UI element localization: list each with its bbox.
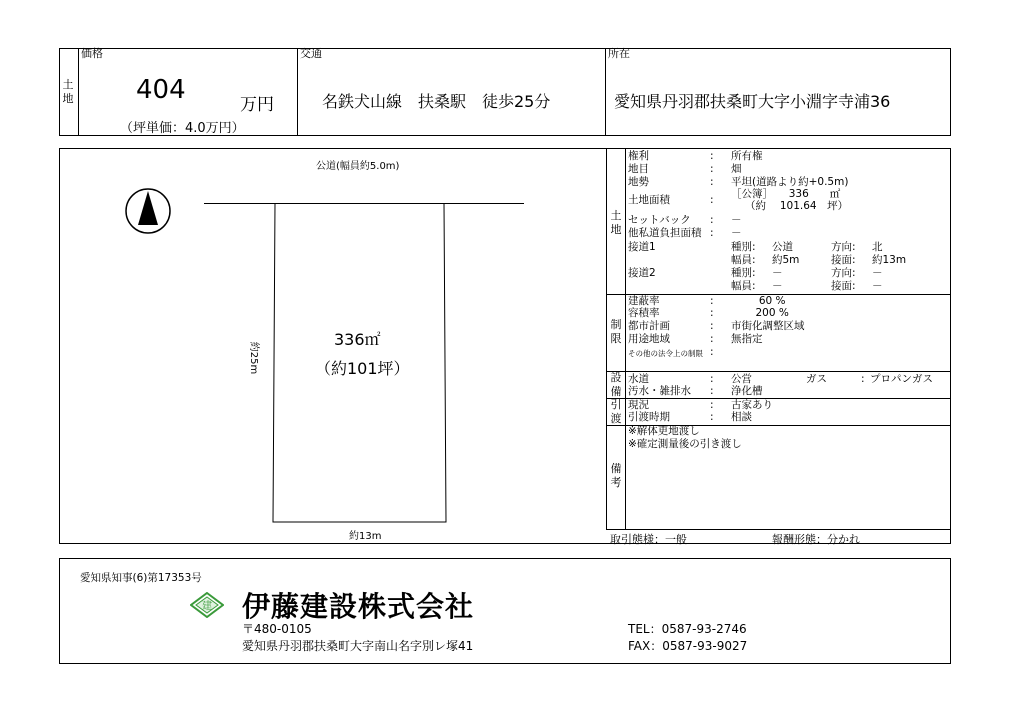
- company-address: 愛知県丹羽郡扶桑町大字南山名字別レ塚41: [242, 639, 474, 653]
- restriction-value: 60 %: [745, 295, 786, 307]
- restrictions-section-label: 制 限: [610, 318, 622, 345]
- access-label: 交通: [300, 47, 322, 60]
- road-2-label: 接道2: [628, 267, 656, 279]
- land-value: ［公簿］ 336 ㎡: [731, 188, 841, 200]
- land-section-label: 土 地: [610, 209, 622, 236]
- handover-row: 現況: [628, 399, 649, 411]
- road-1-label: 接道1: [628, 241, 656, 253]
- access-value: 名鉄犬山線 扶桑駅 徒歩25分: [322, 92, 551, 111]
- road-1-type: 公道: [772, 241, 793, 253]
- price-value: 404: [136, 75, 186, 105]
- remark-line: ※解体更地渡し: [628, 425, 700, 437]
- fee-type: 報酬形態：分かれ: [772, 533, 860, 546]
- company-name: 伊藤建設株式会社: [242, 590, 475, 623]
- land-row: セットバック: [628, 214, 691, 226]
- land-row: 地勢: [628, 176, 649, 188]
- restriction-value: 200 %: [745, 307, 789, 319]
- restriction-row: 都市計画: [628, 320, 670, 332]
- land-value: （約 101.64 坪）: [745, 200, 849, 212]
- lot-depth: 約25m: [248, 341, 260, 375]
- land-value: －: [731, 214, 742, 226]
- facility-value: 公営: [731, 373, 752, 385]
- land-value: 平坦(道路より約+0.5m): [731, 176, 849, 188]
- restriction-value: 市街化調整区域: [731, 320, 805, 332]
- restriction-row: 建蔽率: [628, 295, 660, 307]
- location-label: 所在: [608, 47, 630, 60]
- road-2-type: －: [772, 267, 783, 279]
- facility-value: プロパンガス: [870, 373, 933, 385]
- north-arrow-icon: [124, 187, 172, 235]
- company-logo-icon: [190, 592, 224, 618]
- land-row: 地目: [628, 163, 649, 175]
- remarks-section-label: 備 考: [610, 462, 622, 489]
- header-side-label: 土 地: [62, 78, 74, 105]
- handover-row: 引渡時期: [628, 411, 670, 423]
- land-value: 所有権: [731, 150, 763, 162]
- facility-value: 浄化槽: [731, 385, 763, 397]
- handover-value: 古家あり: [731, 399, 773, 411]
- road-2-width: －: [772, 280, 783, 292]
- company-postal: 〒480-0105: [242, 622, 312, 636]
- price-unit: 万円: [240, 95, 274, 115]
- land-value: －: [731, 227, 742, 239]
- land-row: 他私道負担面積: [628, 227, 702, 239]
- location-value: 愛知県丹羽郡扶桑町大字小淵字寺浦36: [614, 92, 891, 111]
- price-label: 価格: [81, 47, 103, 60]
- license-number: 愛知県知事(6)第17353号: [80, 572, 202, 584]
- remark-line: ※確定測量後の引き渡し: [628, 438, 742, 450]
- road-label: 公道(幅員約5.0m): [316, 161, 400, 172]
- company-tel: TEL：0587-93-2746: [628, 622, 747, 636]
- road-2-direction: －: [872, 267, 883, 279]
- restriction-row: 用途地域: [628, 333, 670, 345]
- restriction-row: 容積率: [628, 307, 660, 319]
- handover-value: 相談: [731, 411, 752, 423]
- road-1-width: 約5m: [772, 254, 800, 266]
- restriction-value: 無指定: [731, 333, 763, 345]
- lot-area-tsubo: （約101坪）: [315, 359, 410, 378]
- facilities-section-label: 設 備: [610, 371, 622, 398]
- lot-frontage: 約13m: [349, 531, 382, 542]
- company-fax: FAX：0587-93-9027: [628, 639, 748, 653]
- road-2-contact: －: [872, 280, 883, 292]
- facility-row: ガス: [806, 373, 827, 385]
- price-per-tsubo: （坪単価：4.0万円）: [120, 121, 245, 136]
- transaction-type: 取引態様：一般: [610, 533, 687, 546]
- lot-area: 336㎡: [334, 330, 381, 349]
- facility-row: 水道: [628, 373, 649, 385]
- restriction-row: その他の法令上の制限: [628, 349, 703, 358]
- handover-section-label: 引 渡: [610, 398, 622, 425]
- land-row: 土地面積: [628, 194, 670, 206]
- land-row: 権利: [628, 150, 649, 162]
- svg-text:建: 建: [202, 601, 212, 612]
- road-1-direction: 北: [872, 241, 883, 253]
- road-1-contact: 約13m: [872, 254, 907, 266]
- facility-row: 汚水・雑排水: [628, 385, 691, 397]
- land-value: 畑: [731, 163, 742, 175]
